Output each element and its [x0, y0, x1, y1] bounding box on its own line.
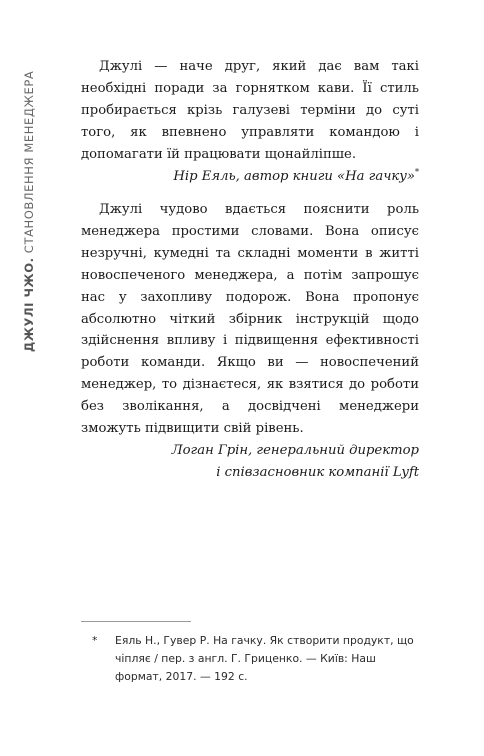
quote-2-attribution-line-2: і співзасновник компанії Lyft	[216, 464, 419, 480]
footnote-separator	[81, 621, 191, 622]
quote-1-attribution	[81, 166, 419, 188]
quote-1-text: Джулі — наче друг, який дає вам такі необхідні поради за горнятком кави. Її стиль пробирається крізь галузеві терміни до суті того, як впевнено управляти командою і допомагати їй працювати щонайліпше.	[81, 59, 419, 162]
running-head-title: СТАНОВЛЕННЯ МЕНЕДЖЕРА	[22, 70, 36, 254]
running-head-author: ДЖУЛІ ЧЖО.	[22, 257, 36, 352]
quote-2-attribution	[81, 440, 419, 484]
quote-2-attribution-line-1: Логан Грін, генеральний директор	[171, 442, 419, 458]
footnote-reference: *	[415, 167, 419, 177]
quote-2-text: Джулі чудово вдається пояснити роль менеджера простими словами. Вона описує незручні, кумедні та складні моменти в житті новоспеченого менеджера, а потім запрошує нас у захопливу подорож. Вона пропонує абсолютно чіткий збірник інструкцій щодо здійснення впливу і підвищення ефективності роботи команди. Якщо ви — новоспечений менеджер, то дізнаєтеся, як взятися до роботи без зволікання, а досвідчені менеджери зможуть підвищити свій рівень.	[81, 202, 419, 437]
running-head	[22, 71, 36, 352]
footnote-text: Еяль Н., Гувер Р. На гачку. Як створити продукт, що чіпляє / пер. з англ. Г. Гриценко. — Київ: Наш формат, 2017. — 192 с.	[115, 634, 414, 684]
quote-block-1	[81, 56, 419, 188]
footnote-mark: *	[92, 634, 98, 647]
quote-block-2	[81, 199, 419, 484]
quote-1-attribution-text: Нір Еяль, автор книги «На гачку»	[173, 168, 415, 184]
footnote	[81, 632, 419, 687]
